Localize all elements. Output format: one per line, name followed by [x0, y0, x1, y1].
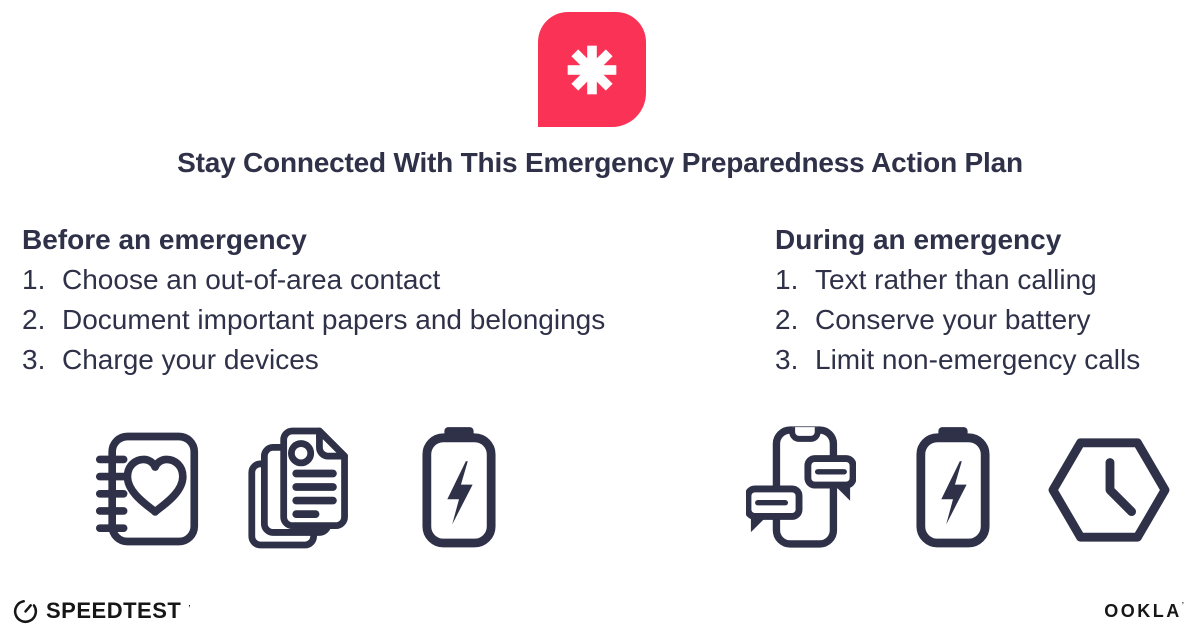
list-item-text: Charge your devices: [62, 344, 319, 375]
ookla-wordmark: OOKLA: [1104, 601, 1182, 621]
list-item-text: Text rather than calling: [815, 264, 1097, 295]
ookla-logo: [1104, 600, 1184, 622]
speedtest-trademark-tick: ’: [188, 604, 191, 615]
during-emergency-section: [775, 220, 1195, 380]
list-item-text: Document important papers and belongings: [62, 304, 606, 335]
list-item: [22, 300, 722, 340]
list-item: [775, 300, 1195, 340]
phone-messages-icon: [746, 426, 856, 548]
page-title: Stay Connected With This Emergency Preparedness Action Plan: [177, 147, 1023, 178]
ookla-trademark-tick: ’: [1181, 601, 1184, 612]
clock-hexagon-icon: [1048, 434, 1170, 546]
list-item-number: 2.: [22, 304, 46, 335]
during-emergency-list: [775, 260, 1195, 380]
battery-charge-icon: [915, 427, 991, 548]
list-item-text: Conserve your battery: [815, 304, 1091, 335]
list-item: [775, 260, 1195, 300]
asterisk-icon: [560, 38, 624, 102]
battery-charge-icon: [421, 427, 497, 548]
documents-stack-icon: [246, 424, 360, 552]
list-item: [22, 260, 722, 300]
speedtest-gauge-icon: [12, 597, 39, 624]
before-emergency-heading: Before an emergency: [22, 224, 307, 255]
list-item-text: Limit non-emergency calls: [815, 344, 1141, 375]
speedtest-wordmark: SPEEDTEST: [46, 597, 182, 623]
list-item-number: 1.: [775, 264, 799, 295]
before-emergency-section: [22, 220, 722, 380]
list-item-number: 2.: [775, 304, 799, 335]
speedtest-logo: [12, 595, 191, 625]
list-item-number: 3.: [775, 344, 799, 375]
list-item-number: 3.: [22, 344, 46, 375]
list-item: [22, 340, 722, 380]
contact-notebook-icon: [95, 430, 200, 548]
during-emergency-heading: During an emergency: [775, 224, 1062, 255]
before-emergency-list: [22, 260, 722, 380]
emergency-badge: [538, 12, 646, 127]
list-item-number: 1.: [22, 264, 46, 295]
list-item: [775, 340, 1195, 380]
list-item-text: Choose an out-of-area contact: [62, 264, 441, 295]
